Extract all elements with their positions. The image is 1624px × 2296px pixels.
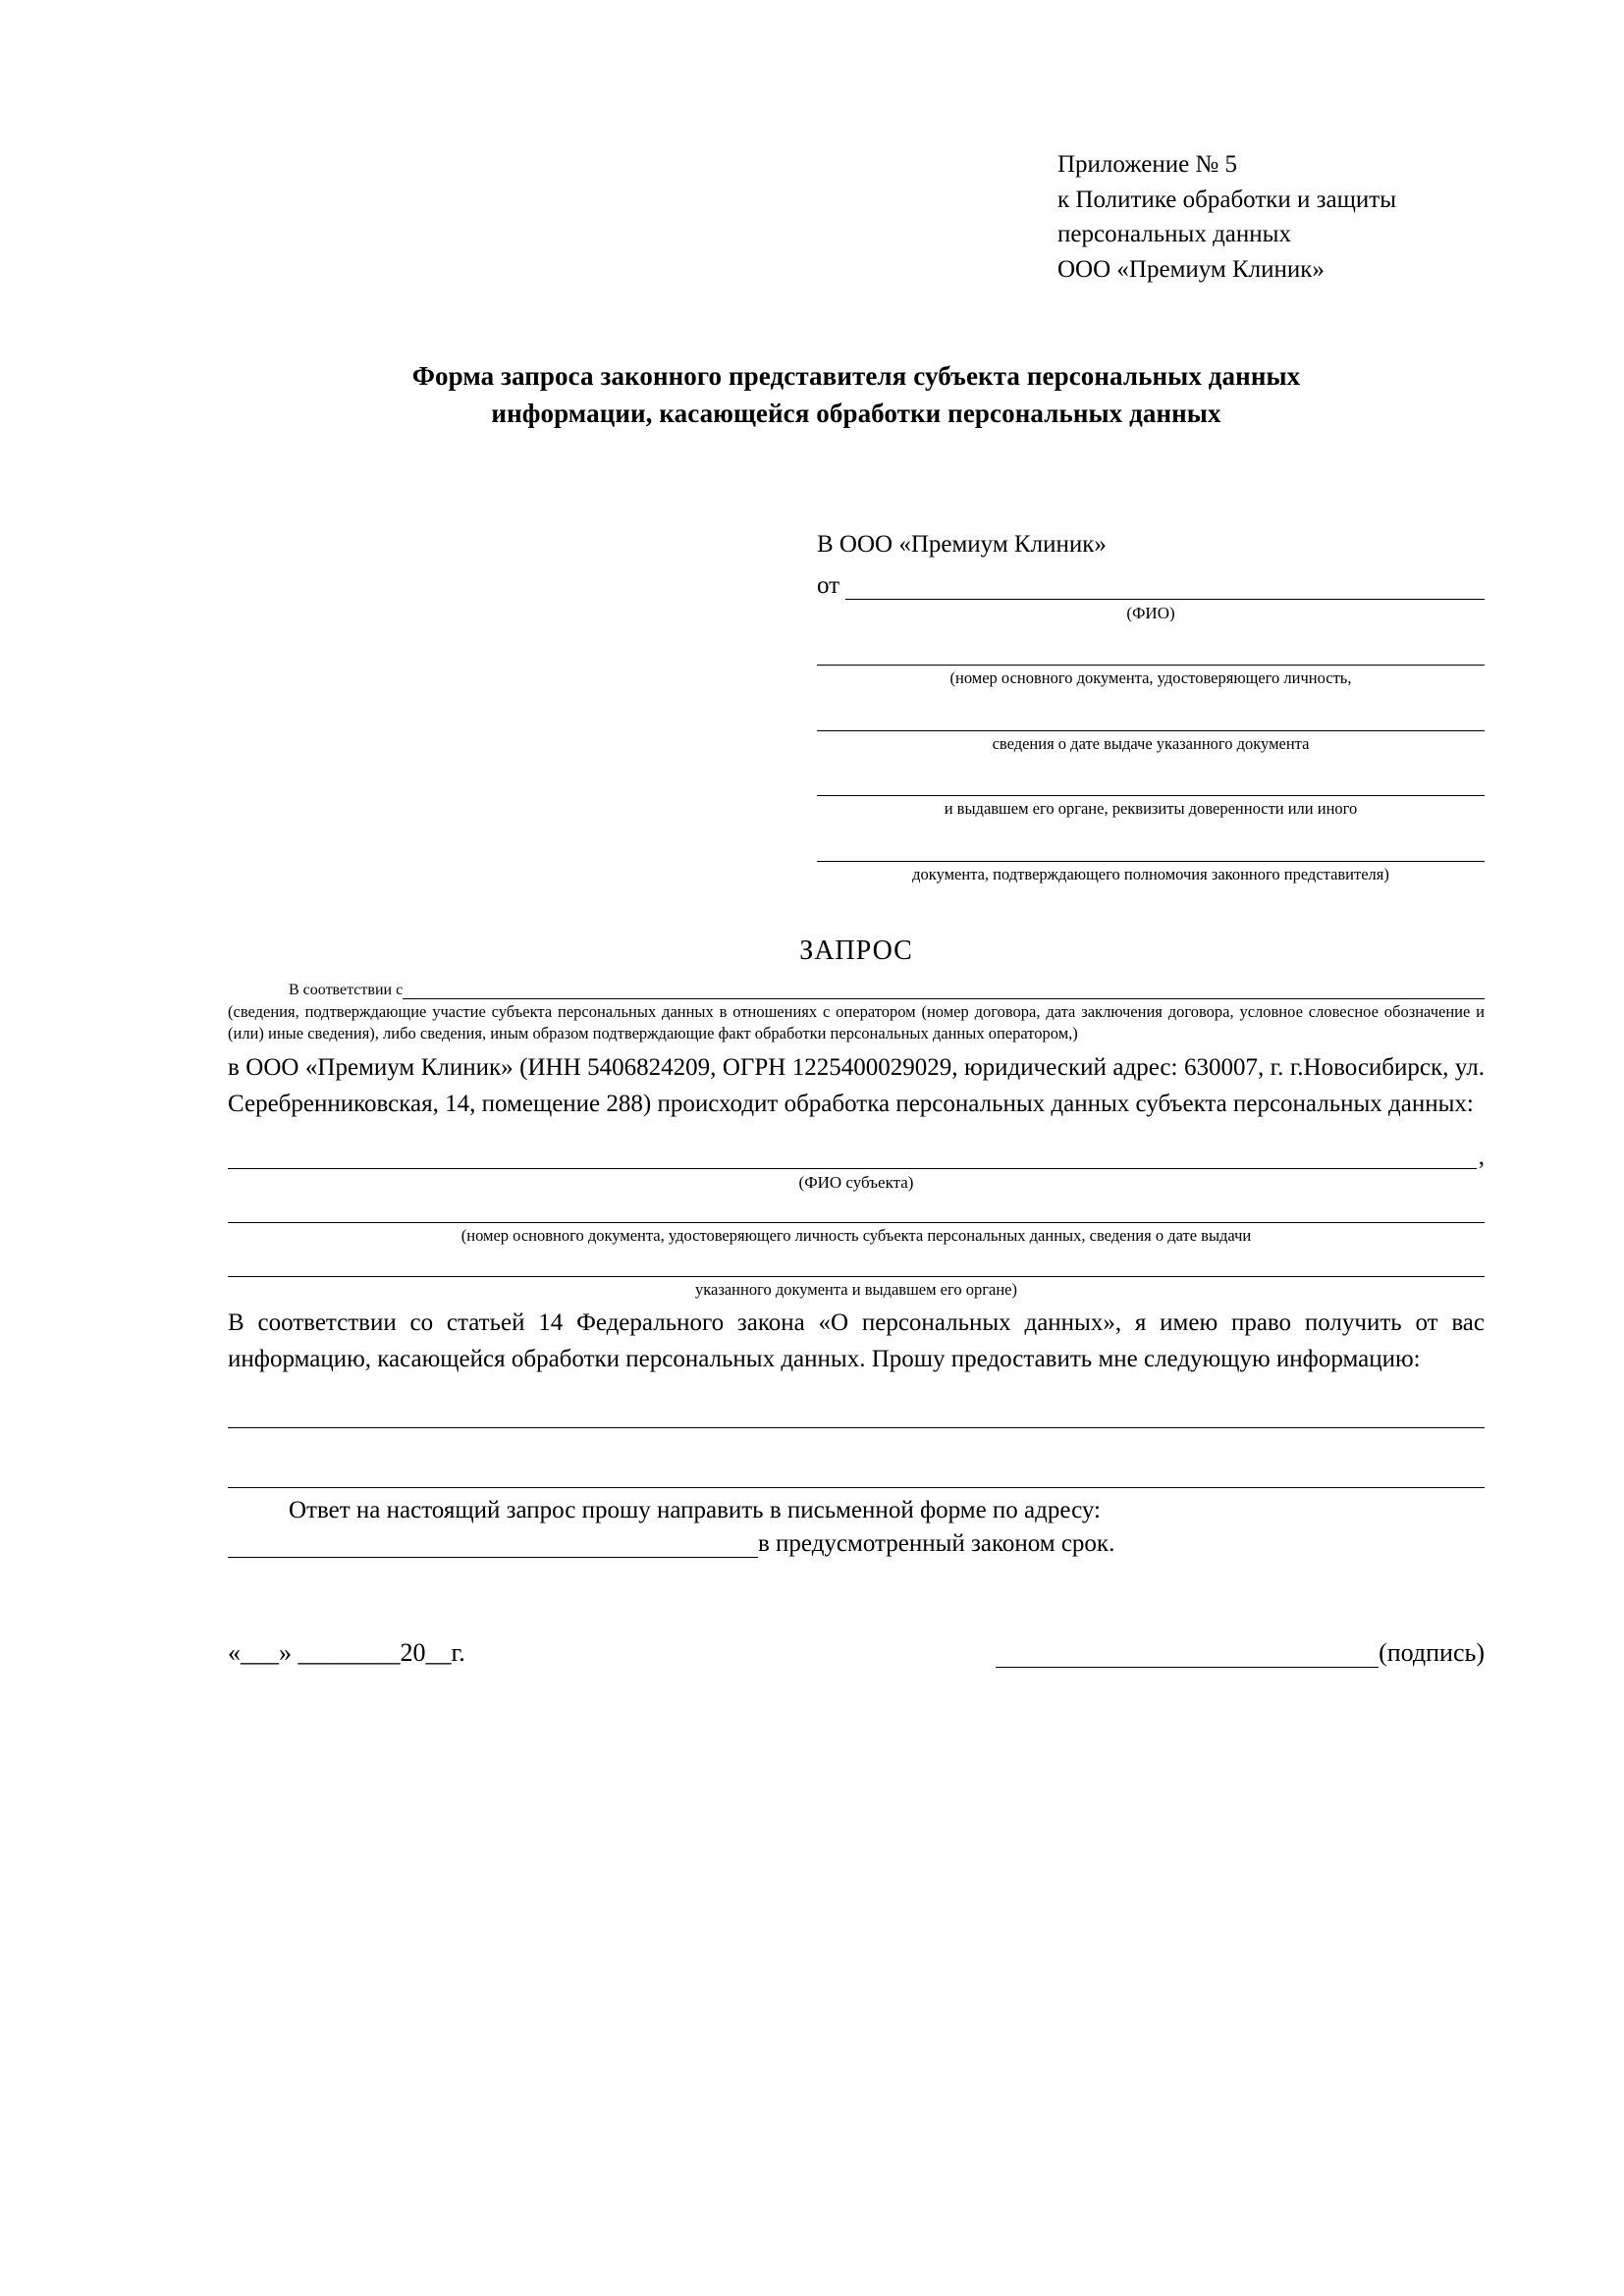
date-line[interactable]: «___» ________20__г. xyxy=(228,1638,465,1668)
signature-label: (подпись) xyxy=(1379,1638,1485,1668)
appendix-header-line-2: к Политике обработки и защиты xyxy=(1057,186,1397,213)
request-heading: ЗАПРОС xyxy=(799,935,913,967)
caption-basis: (сведения, подтверждающие участие субъекта персональных данных в отношениях с оператором (номер договора, дата заключения договора, условное словесное обозначение и (или) иные сведения), либо сведения, иным образом подтверждающие факт обработки персональных данных оператором,) xyxy=(228,1002,1485,1043)
from-row xyxy=(817,572,1485,600)
subject-doc-input-line[interactable] xyxy=(228,1193,1485,1223)
caption-subject-doc-2: указанного документа и выдавшем его органе) xyxy=(695,1279,1017,1299)
basis-input-line[interactable] xyxy=(403,977,1485,999)
subject-doc-input-line-2[interactable] xyxy=(228,1247,1485,1277)
appendix-header-line-3: персональных данных xyxy=(1057,221,1291,247)
caption-subject-doc: (номер основного документа, удостоверяющего личность субъекта персональных данных, сведения о дате выдачи xyxy=(460,1226,1252,1246)
caption-fio: (ФИО) xyxy=(1126,603,1175,622)
document-body xyxy=(228,147,1485,1668)
from-input-line[interactable] xyxy=(845,577,1485,600)
operator-paragraph: в ООО «Премиум Клиник» (ИНН 5406824209, ОГРН 1225400029029, юридический адрес: 630007, г. г.Новосибирск, ул. Серебренниковская, 14, помещение 288) происходит обработка персональных данных субъекта персональных данных: xyxy=(228,1054,1485,1118)
in-accordance-label: В соответствии с xyxy=(289,982,404,999)
doc-number-input-line[interactable] xyxy=(817,635,1485,666)
doc-authority-input-line[interactable] xyxy=(817,831,1485,862)
subject-fio-input-line[interactable] xyxy=(228,1143,1477,1169)
signature-block xyxy=(996,1638,1485,1668)
signature-input-line[interactable] xyxy=(996,1643,1379,1668)
addressee-organization: В ООО «Премиум Клиник» xyxy=(817,530,1107,558)
appendix-header-line-4: ООО «Премиум Клиник» xyxy=(1057,255,1325,283)
answer-address-input-line[interactable] xyxy=(228,1531,758,1558)
doc-date-input-line[interactable] xyxy=(817,701,1485,731)
doc-organ-input-line[interactable] xyxy=(817,766,1485,796)
caption-doc-authority: документа, подтверждающего полномочия законного представителя) xyxy=(912,864,1389,883)
page-title-line-1: Форма запроса законного представителя субъекта персональных данных xyxy=(411,361,1301,391)
subject-fio-comma: , xyxy=(1478,1143,1485,1170)
appendix-header-line-1: Приложение № 5 xyxy=(1057,151,1238,178)
from-label: от xyxy=(817,571,840,599)
appendix-header xyxy=(1057,147,1485,287)
addressee-block xyxy=(817,531,1485,885)
answer-paragraph: Ответ на настоящий запрос прошу направить в письменной форме по адресу: xyxy=(289,1496,1101,1523)
page-title xyxy=(228,357,1485,433)
caption-doc-number: (номер основного документа, удостоверяющего личность, xyxy=(949,667,1352,687)
requested-info-line-1[interactable] xyxy=(228,1398,1485,1428)
page-title-line-2: информации, касающейся обработки персональных данных xyxy=(491,399,1221,429)
requested-info-line-2[interactable] xyxy=(228,1458,1485,1488)
answer-address-row xyxy=(228,1530,1485,1558)
subject-fio-row xyxy=(228,1143,1485,1169)
basis-row xyxy=(228,977,1485,999)
caption-doc-organ: и выдавшем его органе, реквизиты доверенности или иного xyxy=(944,799,1358,819)
caption-doc-date: сведения о дате выдаче указанного документа xyxy=(992,733,1310,753)
law-paragraph: В соответствии со статьей 14 Федерального закона «О персональных данных», я имею право получить от вас информацию, касающейся обработки персональных данных. Прошу предоставить мне следующую информацию: xyxy=(228,1309,1485,1373)
answer-tail: в предусмотренный законом срок. xyxy=(758,1530,1115,1558)
signature-row xyxy=(228,1638,1485,1668)
caption-subject-fio: (ФИО субъекта) xyxy=(798,1172,914,1192)
